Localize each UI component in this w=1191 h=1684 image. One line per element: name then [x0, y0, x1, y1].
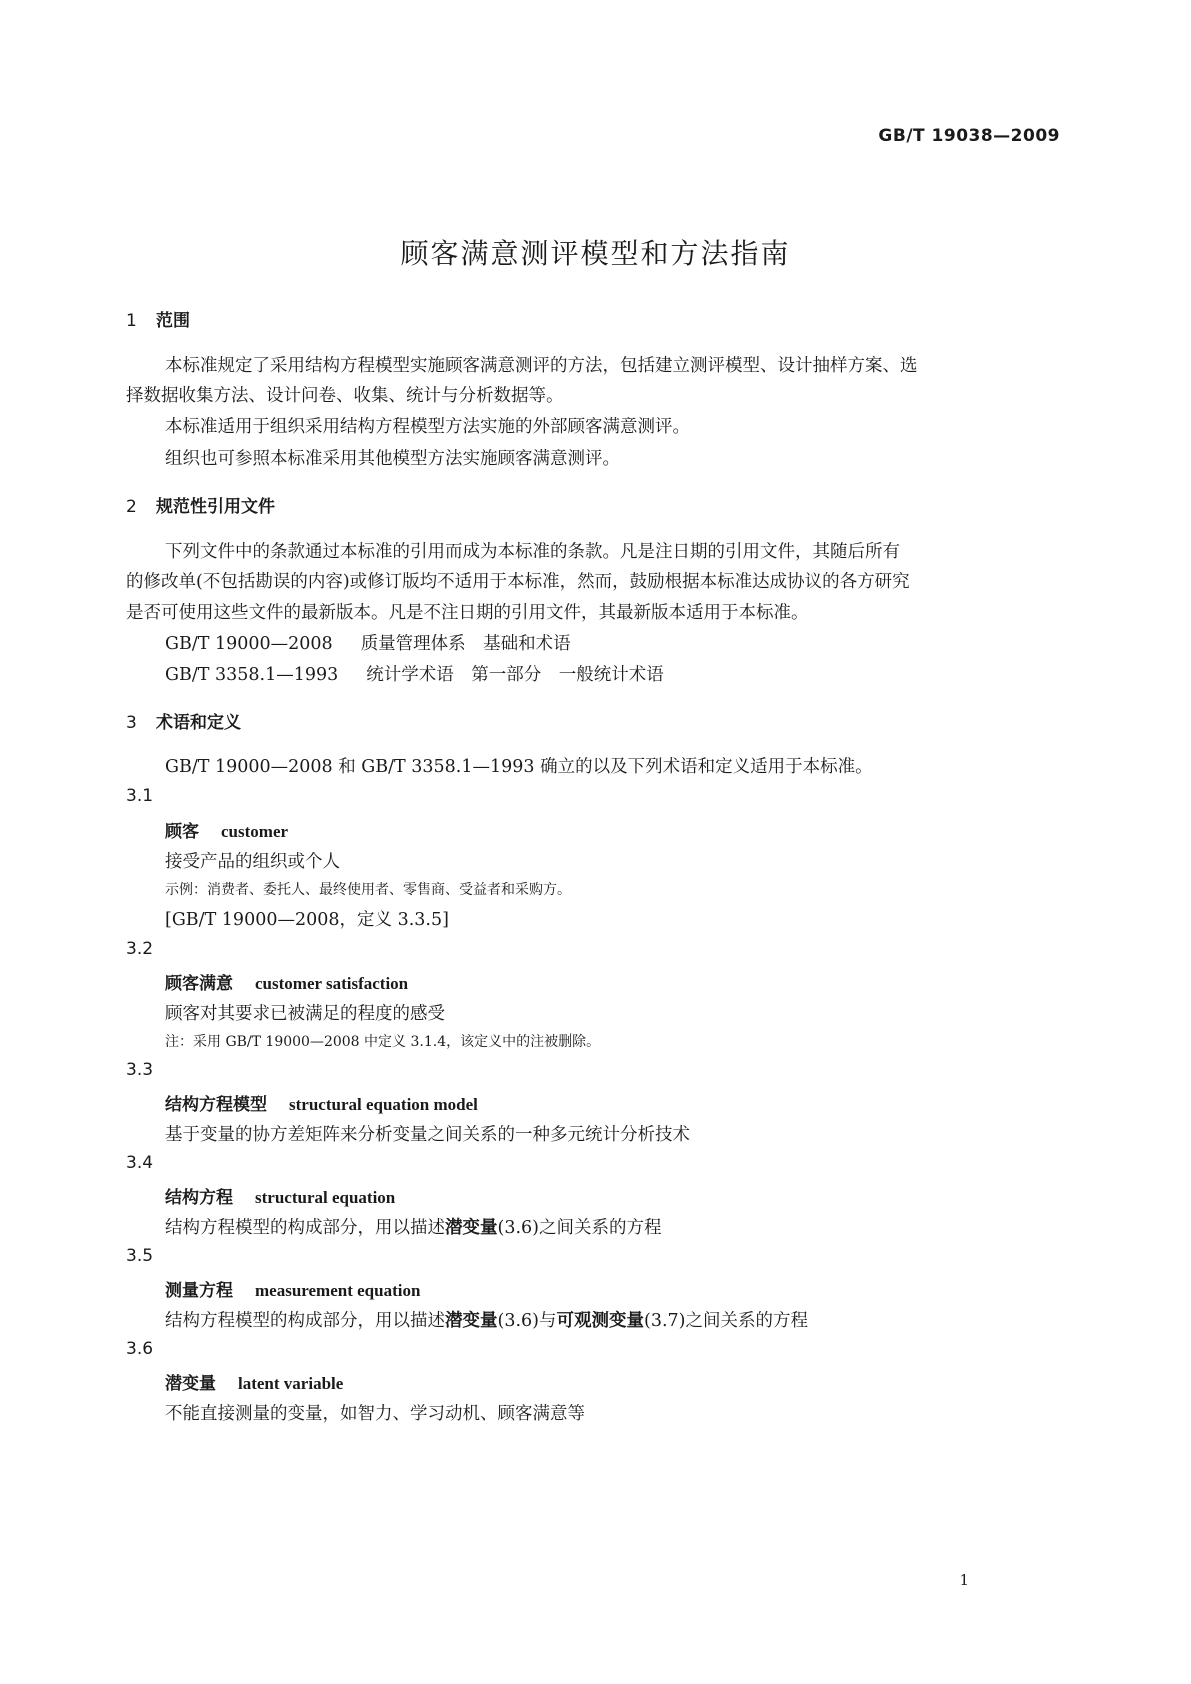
example-3-1: 示例：消费者、委托人、最终使用者、零售商、受益者和采购方。 [165, 882, 571, 898]
s2-para-1-line-1: 下列文件中的条款通过本标准的引用而成为本标准的条款。凡是注日期的引用文件，其随后所有 [165, 542, 900, 562]
term-3-5 [165, 1276, 420, 1301]
definition-3-6: 不能直接测量的变量，如智力、学习动机、顾客满意等 [165, 1404, 585, 1424]
section-2-heading [126, 492, 275, 517]
term-zh: 顾客 [165, 822, 199, 842]
clause-reference: (3.6) [497, 1311, 539, 1331]
term-3-2 [165, 969, 408, 994]
s2-para-1-line-3: 是否可使用这些文件的最新版本。凡是不注日期的引用文件，其最新版本适用于本标准。 [126, 603, 809, 623]
definition-3-5 [165, 1307, 808, 1332]
clause-number-3-2: 3.2 [126, 939, 154, 959]
section-title: 术语和定义 [156, 713, 241, 733]
section-1-heading [126, 306, 190, 331]
clause-number-3-6: 3.6 [126, 1339, 154, 1359]
term-zh: 结构方程 [165, 1188, 233, 1208]
s1-para-3: 组织也可参照本标准采用其他模型方法实施顾客满意测评。 [165, 449, 620, 469]
term-en: latent variable [238, 1374, 344, 1393]
term-en: measurement equation [255, 1281, 421, 1300]
clause-reference: (3.6) [497, 1218, 539, 1238]
s1-para-1-line-2: 择数据收集方法、设计问卷、收集、统计与分析数据等。 [126, 386, 564, 406]
term-en: structural equation [255, 1188, 396, 1207]
note-3-2: 注：采用 GB/T 19000—2008 中定义 3.1.4，该定义中的注被删除。 [165, 1034, 601, 1050]
clause-number-3-5: 3.5 [126, 1246, 154, 1266]
definition-text: 之间关系的方程 [685, 1311, 808, 1331]
section-title: 范围 [156, 311, 190, 331]
clause-reference: (3.7) [644, 1311, 686, 1331]
s3-intro: GB/T 19000—2008 和 GB/T 3358.1—1993 确立的以及下列术语和定义适用于本标准。 [165, 757, 873, 777]
s1-para-2: 本标准适用于组织采用结构方程模型方法实施的外部顾客满意测评。 [165, 417, 690, 437]
reference-title: 统计学术语 第一部分 一般统计术语 [366, 665, 664, 685]
term-en: customer satisfaction [255, 974, 409, 993]
term-zh: 顾客满意 [165, 974, 233, 994]
source-3-1: [GB/T 19000—2008，定义 3.3.5] [165, 910, 449, 930]
definition-3-3: 基于变量的协方差矩阵来分析变量之间关系的一种多元统计分析技术 [165, 1125, 690, 1145]
term-zh: 测量方程 [165, 1281, 233, 1301]
reference-title: 质量管理体系 基础和术语 [360, 634, 571, 654]
term-reference: 潜变量 [445, 1218, 498, 1238]
section-3-heading [126, 708, 241, 733]
normative-reference-1 [165, 630, 571, 655]
term-reference: 潜变量 [445, 1311, 498, 1331]
definition-text: 结构方程模型的构成部分，用以描述 [165, 1218, 445, 1238]
page-number: 1 [959, 1571, 969, 1589]
term-3-1 [165, 817, 288, 842]
term-3-4 [165, 1183, 395, 1208]
reference-code: GB/T 19000—2008 [165, 634, 333, 654]
definition-3-2: 顾客对其要求已被满足的程度的感受 [165, 1004, 445, 1024]
definition-3-4 [165, 1214, 662, 1239]
term-en: customer [221, 822, 289, 841]
definition-text: 之间关系的方程 [539, 1218, 662, 1238]
term-reference: 可观测变量 [556, 1311, 644, 1331]
section-number: 1 [126, 311, 137, 331]
normative-reference-2 [165, 661, 664, 686]
term-3-3 [165, 1090, 478, 1115]
section-title: 规范性引用文件 [156, 497, 275, 517]
term-en: structural equation model [289, 1095, 478, 1114]
document-title: 顾客满意测评模型和方法指南 [400, 237, 791, 270]
reference-code: GB/T 3358.1—1993 [165, 665, 339, 685]
term-zh: 结构方程模型 [165, 1095, 267, 1115]
clause-number-3-4: 3.4 [126, 1153, 154, 1173]
clause-number-3-3: 3.3 [126, 1060, 154, 1080]
definition-3-1: 接受产品的组织或个人 [165, 852, 340, 872]
clause-number-3-1: 3.1 [126, 786, 154, 806]
section-number: 2 [126, 497, 137, 517]
definition-text: 结构方程模型的构成部分，用以描述 [165, 1311, 445, 1331]
s1-para-1-line-1: 本标准规定了采用结构方程模型实施顾客满意测评的方法，包括建立测评模型、设计抽样方案、选 [165, 356, 918, 376]
term-3-6 [165, 1369, 343, 1394]
standard-code: GB/T 19038—2009 [878, 126, 1060, 146]
section-number: 3 [126, 713, 137, 733]
definition-text: 与 [539, 1311, 557, 1331]
term-zh: 潜变量 [165, 1374, 216, 1394]
s2-para-1-line-2: 的修改单(不包括勘误的内容)或修订版均不适用于本标准，然而，鼓励根据本标准达成协议的各方研究 [126, 572, 910, 592]
